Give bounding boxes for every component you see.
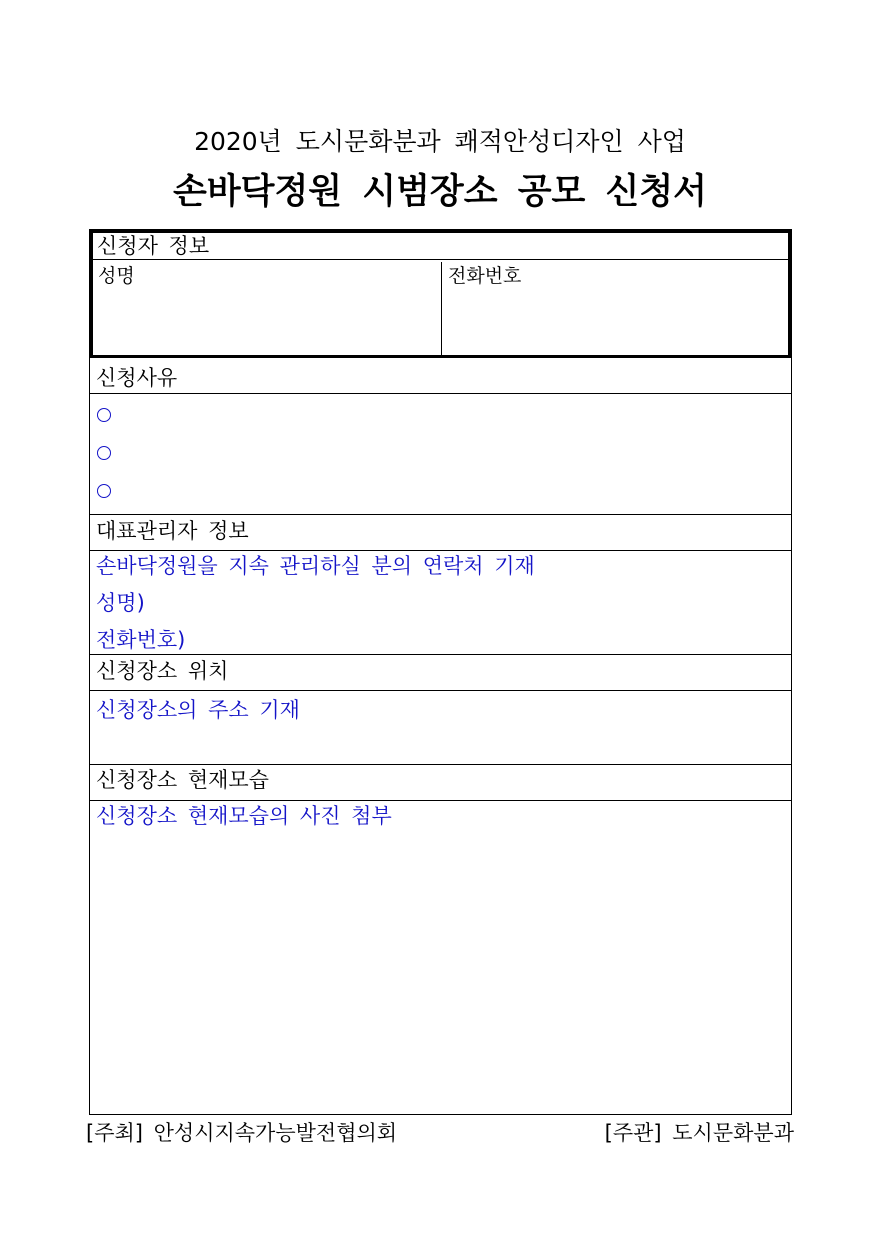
- application-form: [89, 229, 792, 1115]
- circle-bullet-icon: [97, 446, 111, 460]
- reason-section-label: 신청사유: [96, 366, 178, 390]
- footer-organizer: [주관] 도시문화분과: [604, 1121, 794, 1145]
- divider: [90, 393, 791, 394]
- location-text-area[interactable]: [90, 725, 790, 761]
- current-section-label: 신청장소 현재모습: [96, 768, 269, 792]
- divider: [441, 262, 442, 358]
- divider: [90, 550, 791, 551]
- applicant-phone-field[interactable]: [443, 289, 788, 355]
- divider: [93, 259, 788, 260]
- applicant-name-field[interactable]: [93, 289, 438, 355]
- location-instruction: 신청장소의 주소 기재: [96, 698, 300, 722]
- page-title: 손바닥정원 시범장소 공모 신청서: [173, 172, 707, 212]
- manager-section-label: 대표관리자 정보: [96, 519, 249, 543]
- divider: [90, 514, 791, 515]
- photo-attachment-area[interactable]: [90, 832, 790, 1112]
- location-section-label: 신청장소 위치: [96, 659, 229, 683]
- applicant-phone-label: 전화번호: [448, 265, 522, 287]
- divider: [90, 764, 791, 765]
- divider: [90, 800, 791, 801]
- manager-phone-label: 전화번호): [96, 628, 186, 652]
- reason-text-area[interactable]: [120, 396, 780, 512]
- applicant-name-label: 성명: [98, 265, 135, 287]
- applicant-section: [90, 230, 791, 358]
- applicant-section-label: 신청자 정보: [97, 234, 210, 258]
- circle-bullet-icon: [97, 408, 111, 422]
- manager-instruction: 손바닥정원을 지속 관리하실 분의 연락처 기재: [96, 554, 535, 578]
- divider: [90, 690, 791, 691]
- current-instruction: 신청장소 현재모습의 사진 첨부: [96, 804, 392, 828]
- footer-host: [주최] 안성시지속가능발전협의회: [86, 1121, 398, 1145]
- circle-bullet-icon: [97, 484, 111, 498]
- divider: [90, 654, 791, 655]
- page-subtitle: 2020년 도시문화분과 쾌적안성디자인 사업: [194, 127, 686, 156]
- manager-name-label: 성명): [96, 591, 145, 615]
